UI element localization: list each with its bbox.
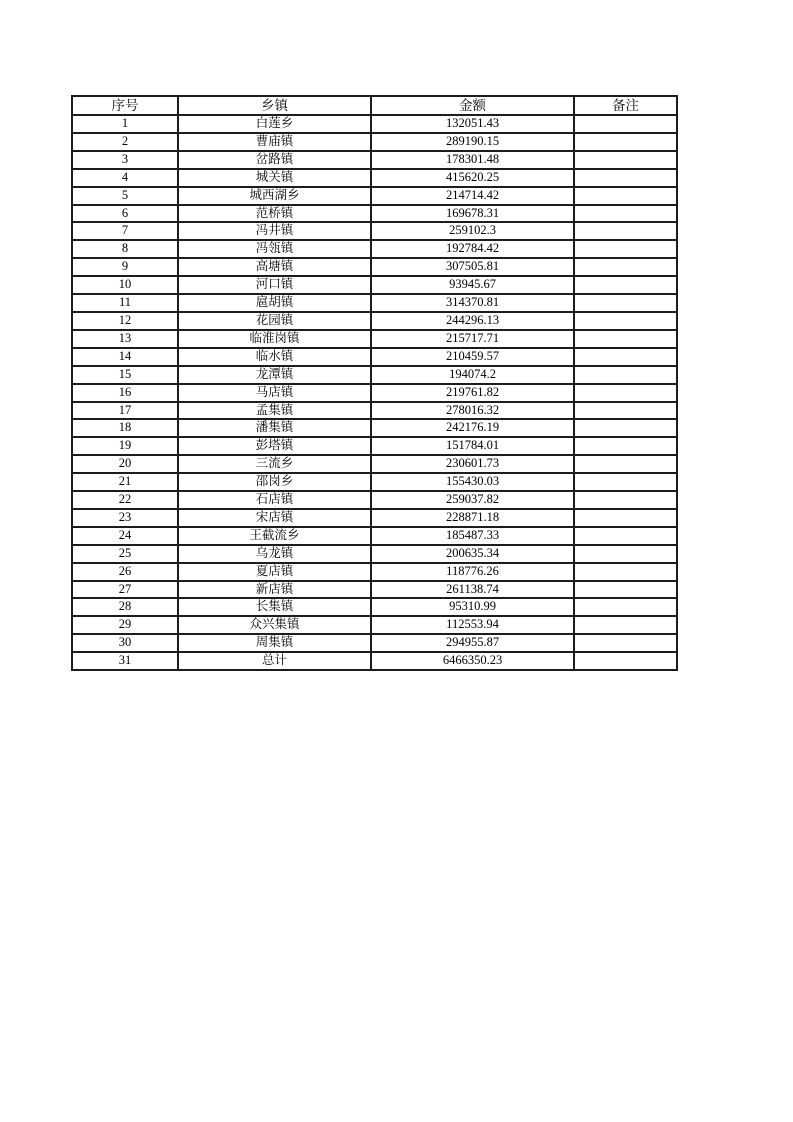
cell-index: 13 <box>72 330 178 348</box>
column-header-index: 序号 <box>72 96 178 115</box>
cell-index: 7 <box>72 222 178 240</box>
cell-amount: 210459.57 <box>371 348 574 366</box>
table-row <box>72 581 677 599</box>
table-row <box>72 312 677 330</box>
cell-amount: 259102.3 <box>371 222 574 240</box>
cell-index: 5 <box>72 187 178 205</box>
cell-remark <box>574 491 677 509</box>
cell-township: 冯瓴镇 <box>178 240 371 258</box>
table-row <box>72 133 677 151</box>
cell-amount: 307505.81 <box>371 258 574 276</box>
cell-amount: 6466350.23 <box>371 652 574 670</box>
cell-remark <box>574 169 677 187</box>
cell-township: 城西湖乡 <box>178 187 371 205</box>
table-row <box>72 491 677 509</box>
cell-index: 24 <box>72 527 178 545</box>
table-body <box>72 115 677 670</box>
cell-amount: 314370.81 <box>371 294 574 312</box>
cell-index: 18 <box>72 419 178 437</box>
cell-index: 30 <box>72 634 178 652</box>
cell-amount: 242176.19 <box>371 419 574 437</box>
cell-amount: 230601.73 <box>371 455 574 473</box>
cell-amount: 244296.13 <box>371 312 574 330</box>
cell-remark <box>574 652 677 670</box>
cell-township: 冯井镇 <box>178 222 371 240</box>
cell-index: 29 <box>72 616 178 634</box>
cell-remark <box>574 222 677 240</box>
table-row <box>72 258 677 276</box>
cell-remark <box>574 437 677 455</box>
cell-index: 4 <box>72 169 178 187</box>
table-row <box>72 151 677 169</box>
cell-index: 6 <box>72 205 178 223</box>
cell-remark <box>574 419 677 437</box>
cell-township: 长集镇 <box>178 598 371 616</box>
cell-township: 城关镇 <box>178 169 371 187</box>
cell-amount: 294955.87 <box>371 634 574 652</box>
cell-township: 临淮岗镇 <box>178 330 371 348</box>
cell-amount: 118776.26 <box>371 563 574 581</box>
table-row <box>72 455 677 473</box>
cell-index: 28 <box>72 598 178 616</box>
cell-remark <box>574 634 677 652</box>
cell-township: 周集镇 <box>178 634 371 652</box>
cell-amount: 228871.18 <box>371 509 574 527</box>
cell-index: 26 <box>72 563 178 581</box>
cell-amount: 194074.2 <box>371 366 574 384</box>
header-row <box>72 96 677 115</box>
cell-remark <box>574 133 677 151</box>
cell-township: 乌龙镇 <box>178 545 371 563</box>
cell-remark <box>574 473 677 491</box>
table-row <box>72 598 677 616</box>
cell-township: 白莲乡 <box>178 115 371 133</box>
cell-township: 范桥镇 <box>178 205 371 223</box>
table-row <box>72 563 677 581</box>
cell-amount: 192784.42 <box>371 240 574 258</box>
cell-remark <box>574 509 677 527</box>
cell-township: 宋店镇 <box>178 509 371 527</box>
cell-remark <box>574 581 677 599</box>
cell-amount: 151784.01 <box>371 437 574 455</box>
cell-index: 11 <box>72 294 178 312</box>
cell-township: 高塘镇 <box>178 258 371 276</box>
cell-remark <box>574 545 677 563</box>
cell-remark <box>574 258 677 276</box>
cell-remark <box>574 366 677 384</box>
table-row <box>72 294 677 312</box>
cell-remark <box>574 616 677 634</box>
cell-amount: 185487.33 <box>371 527 574 545</box>
cell-amount: 215717.71 <box>371 330 574 348</box>
table-row <box>72 348 677 366</box>
cell-remark <box>574 384 677 402</box>
cell-index: 3 <box>72 151 178 169</box>
table-row <box>72 527 677 545</box>
table-row <box>72 419 677 437</box>
cell-remark <box>574 151 677 169</box>
table-row <box>72 384 677 402</box>
township-amount-table <box>71 95 678 671</box>
table-row <box>72 652 677 670</box>
cell-index: 27 <box>72 581 178 599</box>
table-row <box>72 634 677 652</box>
column-header-township: 乡镇 <box>178 96 371 115</box>
cell-amount: 155430.03 <box>371 473 574 491</box>
cell-township: 扈胡镇 <box>178 294 371 312</box>
table-row <box>72 222 677 240</box>
cell-index: 14 <box>72 348 178 366</box>
cell-remark <box>574 455 677 473</box>
table-row <box>72 115 677 133</box>
cell-index: 20 <box>72 455 178 473</box>
cell-index: 17 <box>72 402 178 420</box>
cell-remark <box>574 563 677 581</box>
cell-township: 三流乡 <box>178 455 371 473</box>
cell-index: 22 <box>72 491 178 509</box>
cell-amount: 200635.34 <box>371 545 574 563</box>
table-row <box>72 330 677 348</box>
cell-amount: 289190.15 <box>371 133 574 151</box>
table-row <box>72 473 677 491</box>
cell-township: 临水镇 <box>178 348 371 366</box>
cell-amount: 178301.48 <box>371 151 574 169</box>
cell-index: 2 <box>72 133 178 151</box>
cell-remark <box>574 312 677 330</box>
table-row <box>72 187 677 205</box>
column-header-remark: 备注 <box>574 96 677 115</box>
cell-amount: 261138.74 <box>371 581 574 599</box>
cell-index: 12 <box>72 312 178 330</box>
cell-amount: 169678.31 <box>371 205 574 223</box>
column-header-amount: 金额 <box>371 96 574 115</box>
cell-township: 河口镇 <box>178 276 371 294</box>
cell-township: 新店镇 <box>178 581 371 599</box>
cell-amount: 415620.25 <box>371 169 574 187</box>
cell-amount: 93945.67 <box>371 276 574 294</box>
cell-index: 9 <box>72 258 178 276</box>
cell-township: 岔路镇 <box>178 151 371 169</box>
cell-remark <box>574 276 677 294</box>
cell-township: 曹庙镇 <box>178 133 371 151</box>
cell-remark <box>574 527 677 545</box>
cell-index: 15 <box>72 366 178 384</box>
table-row <box>72 276 677 294</box>
table-row <box>72 205 677 223</box>
cell-remark <box>574 205 677 223</box>
cell-index: 1 <box>72 115 178 133</box>
cell-remark <box>574 330 677 348</box>
cell-township: 花园镇 <box>178 312 371 330</box>
cell-amount: 278016.32 <box>371 402 574 420</box>
cell-township: 孟集镇 <box>178 402 371 420</box>
cell-remark <box>574 348 677 366</box>
cell-index: 25 <box>72 545 178 563</box>
cell-index: 16 <box>72 384 178 402</box>
table-row <box>72 169 677 187</box>
cell-amount: 259037.82 <box>371 491 574 509</box>
cell-remark <box>574 402 677 420</box>
table-row <box>72 366 677 384</box>
cell-index: 21 <box>72 473 178 491</box>
table-row <box>72 616 677 634</box>
cell-remark <box>574 187 677 205</box>
cell-remark <box>574 598 677 616</box>
table-row <box>72 545 677 563</box>
cell-township: 龙潭镇 <box>178 366 371 384</box>
cell-township: 夏店镇 <box>178 563 371 581</box>
cell-township: 邵岗乡 <box>178 473 371 491</box>
cell-township: 马店镇 <box>178 384 371 402</box>
cell-index: 8 <box>72 240 178 258</box>
table-row <box>72 437 677 455</box>
cell-amount: 112553.94 <box>371 616 574 634</box>
cell-remark <box>574 294 677 312</box>
cell-remark <box>574 240 677 258</box>
cell-index: 23 <box>72 509 178 527</box>
cell-amount: 214714.42 <box>371 187 574 205</box>
cell-amount: 95310.99 <box>371 598 574 616</box>
cell-township: 石店镇 <box>178 491 371 509</box>
cell-index: 19 <box>72 437 178 455</box>
table-row <box>72 240 677 258</box>
cell-amount: 219761.82 <box>371 384 574 402</box>
cell-remark <box>574 115 677 133</box>
cell-township: 王截流乡 <box>178 527 371 545</box>
cell-township: 潘集镇 <box>178 419 371 437</box>
cell-township: 众兴集镇 <box>178 616 371 634</box>
cell-amount: 132051.43 <box>371 115 574 133</box>
cell-index: 31 <box>72 652 178 670</box>
cell-index: 10 <box>72 276 178 294</box>
table-row <box>72 402 677 420</box>
cell-township: 彭塔镇 <box>178 437 371 455</box>
table-row <box>72 509 677 527</box>
cell-township: 总计 <box>178 652 371 670</box>
